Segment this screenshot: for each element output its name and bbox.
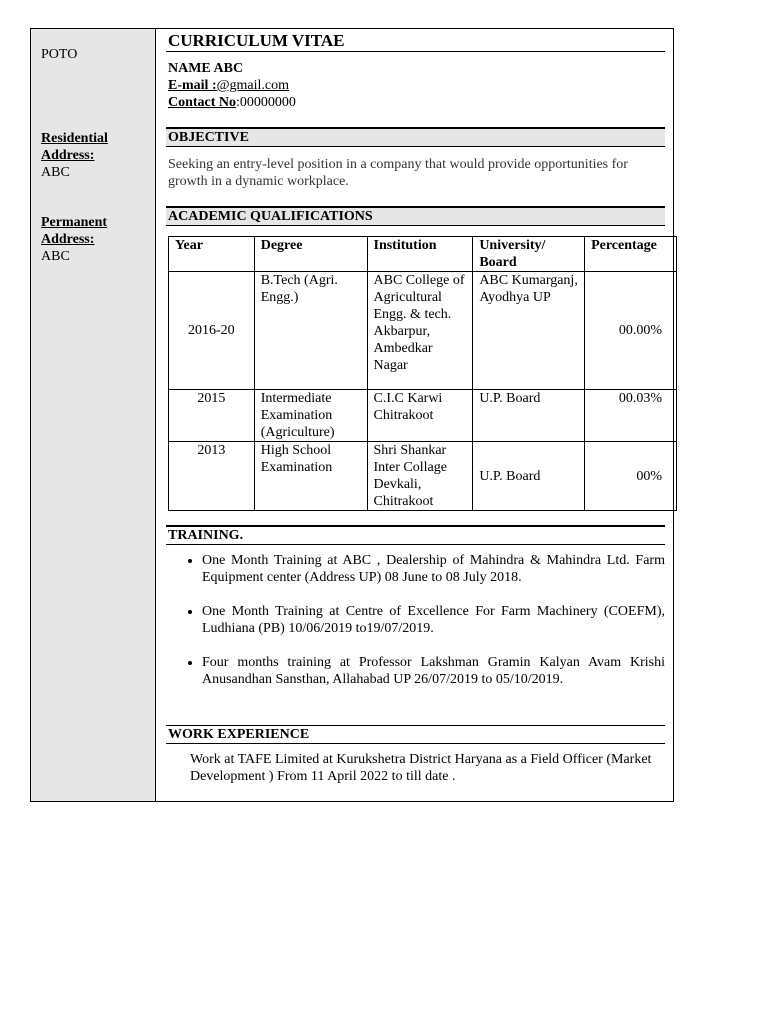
degree-cell: Intermediate Examination (Agriculture) bbox=[254, 390, 367, 442]
column-header: Percentage bbox=[585, 237, 677, 272]
table-row bbox=[169, 390, 677, 442]
list-item: • One Month Training at ABC , Dealership of Mahindra & Mahindra Ltd. Farm Equipment center (Address UP) 08 June to 08 July 2018. bbox=[202, 552, 665, 586]
objective-text: Seeking an entry-level position in a company that would provide opportunities for growth in a dynamic workplace. bbox=[168, 157, 628, 189]
percentage-cell: 00.03% bbox=[585, 390, 677, 442]
degree-cell: High School Examination bbox=[254, 442, 367, 511]
email-line bbox=[168, 77, 296, 94]
contact-value: :00000000 bbox=[236, 95, 296, 110]
percentage-cell: 00% bbox=[585, 442, 677, 511]
column-header: Institution bbox=[367, 237, 473, 272]
permanent-address-value: ABC bbox=[41, 249, 70, 264]
institution-cell: C.I.C Karwi Chitrakoot bbox=[367, 390, 473, 442]
column-header: Degree bbox=[254, 237, 367, 272]
column-header: University/ Board bbox=[473, 237, 585, 272]
institution-cell: Shri Shankar Inter Collage Devkali, Chitrakoot bbox=[367, 442, 473, 511]
page-title: CURRICULUM VITAE bbox=[166, 31, 665, 52]
residential-address-value: ABC bbox=[41, 165, 70, 180]
work-experience-heading: WORK EXPERIENCE bbox=[166, 725, 665, 744]
academic-table bbox=[168, 236, 677, 511]
candidate-name: NAME ABC bbox=[168, 61, 244, 76]
percentage-cell: 00.00% bbox=[585, 272, 677, 390]
table-header-row bbox=[169, 237, 677, 272]
table-row bbox=[169, 272, 677, 390]
training-heading: TRAINING. bbox=[166, 525, 665, 545]
degree-cell: B.Tech (Agri. Engg.) bbox=[254, 272, 367, 390]
resume-page bbox=[30, 28, 674, 802]
permanent-address-heading-2: Address: bbox=[41, 232, 95, 247]
work-experience-text: Work at TAFE Limited at Kurukshetra District Haryana as a Field Officer (Market Development ) From 11 April 2022 to till date . bbox=[190, 752, 652, 784]
email-value[interactable]: @gmail.com bbox=[216, 78, 289, 93]
table-row bbox=[169, 442, 677, 511]
main-content bbox=[157, 29, 673, 801]
contact-line bbox=[168, 94, 296, 111]
list-item: • Four months training at Professor Lakshman Gramin Kalyan Avam Krishi Anusandhan Sansthan, Allahabad UP 26/07/2019 to 05/10/2019. bbox=[202, 654, 665, 688]
board-cell: U.P. Board bbox=[473, 390, 585, 442]
column-header: Year bbox=[169, 237, 255, 272]
institution-cell: ABC College of Agricultural Engg. & tech. Akbarpur, Ambedkar Nagar bbox=[367, 272, 473, 390]
contact-block bbox=[168, 60, 296, 111]
training-list bbox=[168, 552, 665, 705]
residential-address-heading: Residential bbox=[41, 131, 108, 146]
year-cell: 2016-20 bbox=[169, 272, 255, 390]
board-cell: U.P. Board bbox=[473, 442, 585, 511]
year-cell: 2013 bbox=[169, 442, 255, 511]
residential-address-heading-2: Address: bbox=[41, 148, 95, 163]
permanent-address-heading: Permanent bbox=[41, 215, 108, 230]
sidebar bbox=[31, 29, 156, 801]
academic-heading: ACADEMIC QUALIFICATIONS bbox=[166, 206, 665, 226]
year-cell: 2015 bbox=[169, 390, 255, 442]
photo-placeholder: POTO bbox=[41, 47, 78, 62]
email-label: E-mail : bbox=[168, 78, 217, 93]
list-item: • One Month Training at Centre of Excellence For Farm Machinery (COEFM), Ludhiana (PB) 10/06/2019 to19/07/2019. bbox=[202, 603, 665, 637]
objective-heading: OBJECTIVE bbox=[166, 127, 665, 147]
contact-label: Contact No bbox=[168, 95, 237, 110]
board-cell: ABC Kumarganj, Ayodhya UP bbox=[473, 272, 585, 390]
